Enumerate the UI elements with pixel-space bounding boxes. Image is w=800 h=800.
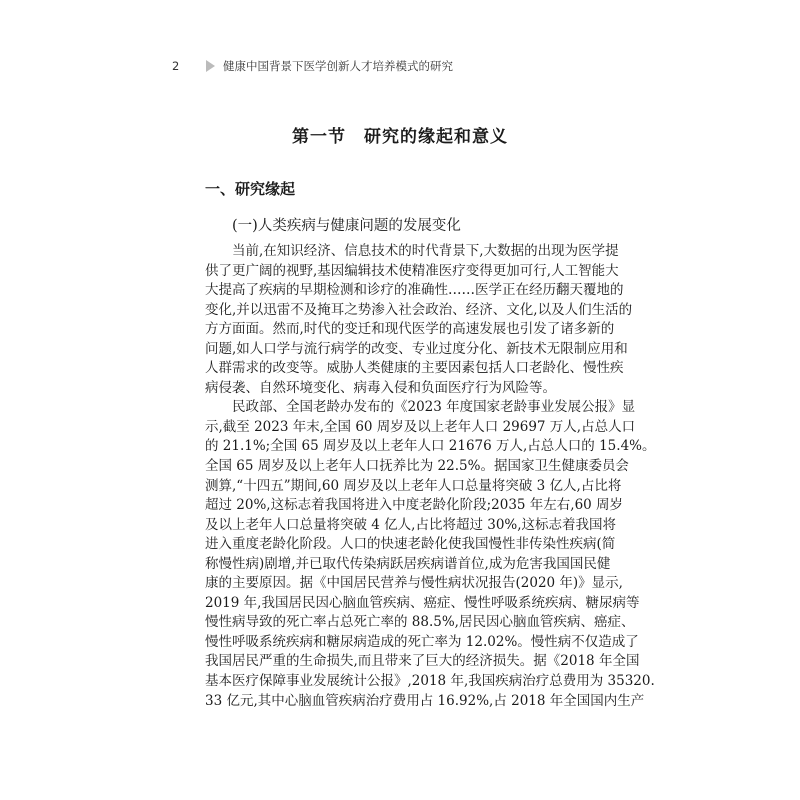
- text-line: 2019 年,我国居民因心脑血管疾病、癌症、慢性呼吸系统疾病、糖尿病等: [205, 594, 640, 611]
- text-line: 慢性呼吸系统疾病和糖尿病造成的死亡率为 12.02%。慢性病不仅造成了: [205, 633, 639, 650]
- text-line: 称慢性病)剧增,并已取代传染病跃居疾病谱首位,成为危害我国国民健: [205, 555, 611, 572]
- text-line: 供了更广阔的视野,基因编辑技术使精准医疗变得更加可行,人工智能大: [205, 262, 619, 279]
- text-line: 慢性病导致的死亡率占总死亡率的 88.5%,居民因心脑血管疾病、癌症、: [205, 614, 635, 631]
- text-line: 变化,并以迅雷不及掩耳之势渗入社会政治、经济、文化,以及人们生活的: [205, 301, 633, 318]
- paragraph: [205, 242, 633, 398]
- text-line: 测算,“十四五”期间,60 周岁及以上老年人口总量将突破 3 亿人,占比将: [205, 477, 622, 494]
- text-line: 的 21.1%;全国 65 周岁及以上老年人口 21676 万人,占总人口的 15.4%。: [205, 438, 656, 455]
- text-line: 我国居民严重的生命损失,而且带来了巨大的经济损失。据《2018 年全国: [205, 653, 640, 670]
- heading-level-1: 一、研究缘起: [205, 180, 296, 198]
- body-text: [205, 242, 656, 711]
- section-title: 第一节 研究的缘起和意义: [292, 127, 508, 147]
- text-line: 33 亿元,其中心脑血管疾病治疗费用占 16.92%,占 2018 年全国国内生产: [205, 692, 645, 709]
- text-line: 病侵袭、自然环境变化、病毒入侵和负面医疗行为风险等。: [205, 379, 556, 396]
- text-line: 问题,如人口学与流行病学的改变、专业过度分化、新技术无限制应用和: [205, 340, 628, 357]
- text-line: 及以上老年人口总量将突破 4 亿人,占比将超过 30%,这标志着我国将: [205, 516, 617, 533]
- running-header: [172, 58, 453, 74]
- text-line: 民政部、全国老龄办发布的《2023 年度国家老龄事业发展公报》显: [232, 399, 636, 416]
- text-line: 人群需求的改变等。威胁人类健康的主要因素包括人口老龄化、慢性疾: [205, 360, 624, 377]
- text-line: 方方面面。然而,时代的变迁和现代医学的高速发展也引发了诸多新的: [205, 321, 615, 338]
- text-line: 康的主要原因。据《中国居民营养与慢性病状况报告(2020 年)》显示,: [205, 575, 623, 592]
- text-line: 大提高了疾病的早期检测和诊疗的准确性……医学正在经历翻天覆地的: [205, 282, 624, 299]
- heading-level-2: (一)人类疾病与健康问题的发展变化: [232, 218, 461, 234]
- book-title: 健康中国背景下医学创新人才培养模式的研究: [223, 59, 453, 73]
- text-line: 超过 20%,这标志着我国将进入中度老龄化阶段;2035 年左右,60 周岁: [205, 497, 624, 514]
- text-line: 进入重度老龄化阶段。人口的快速老龄化使我国慢性非传染性疾病(简: [205, 536, 616, 553]
- text-line: 基本医疗保障事业发展统计公报》,2018 年,我国疾病治疗总费用为 35320.: [205, 673, 655, 690]
- triangle-marker-icon: [206, 60, 215, 72]
- paragraph: [205, 398, 656, 711]
- page-number: 2: [172, 59, 180, 73]
- text-line: 当前,在知识经济、信息技术的时代背景下,大数据的出现为医学提: [232, 243, 619, 259]
- text-line: 全国 65 周岁及以上老年人口抚养比为 22.5%。据国家卫生健康委员会: [205, 458, 629, 475]
- text-line: 示,截至 2023 年末,全国 60 周岁及以上老年人口 29697 万人,占总人口: [205, 418, 636, 435]
